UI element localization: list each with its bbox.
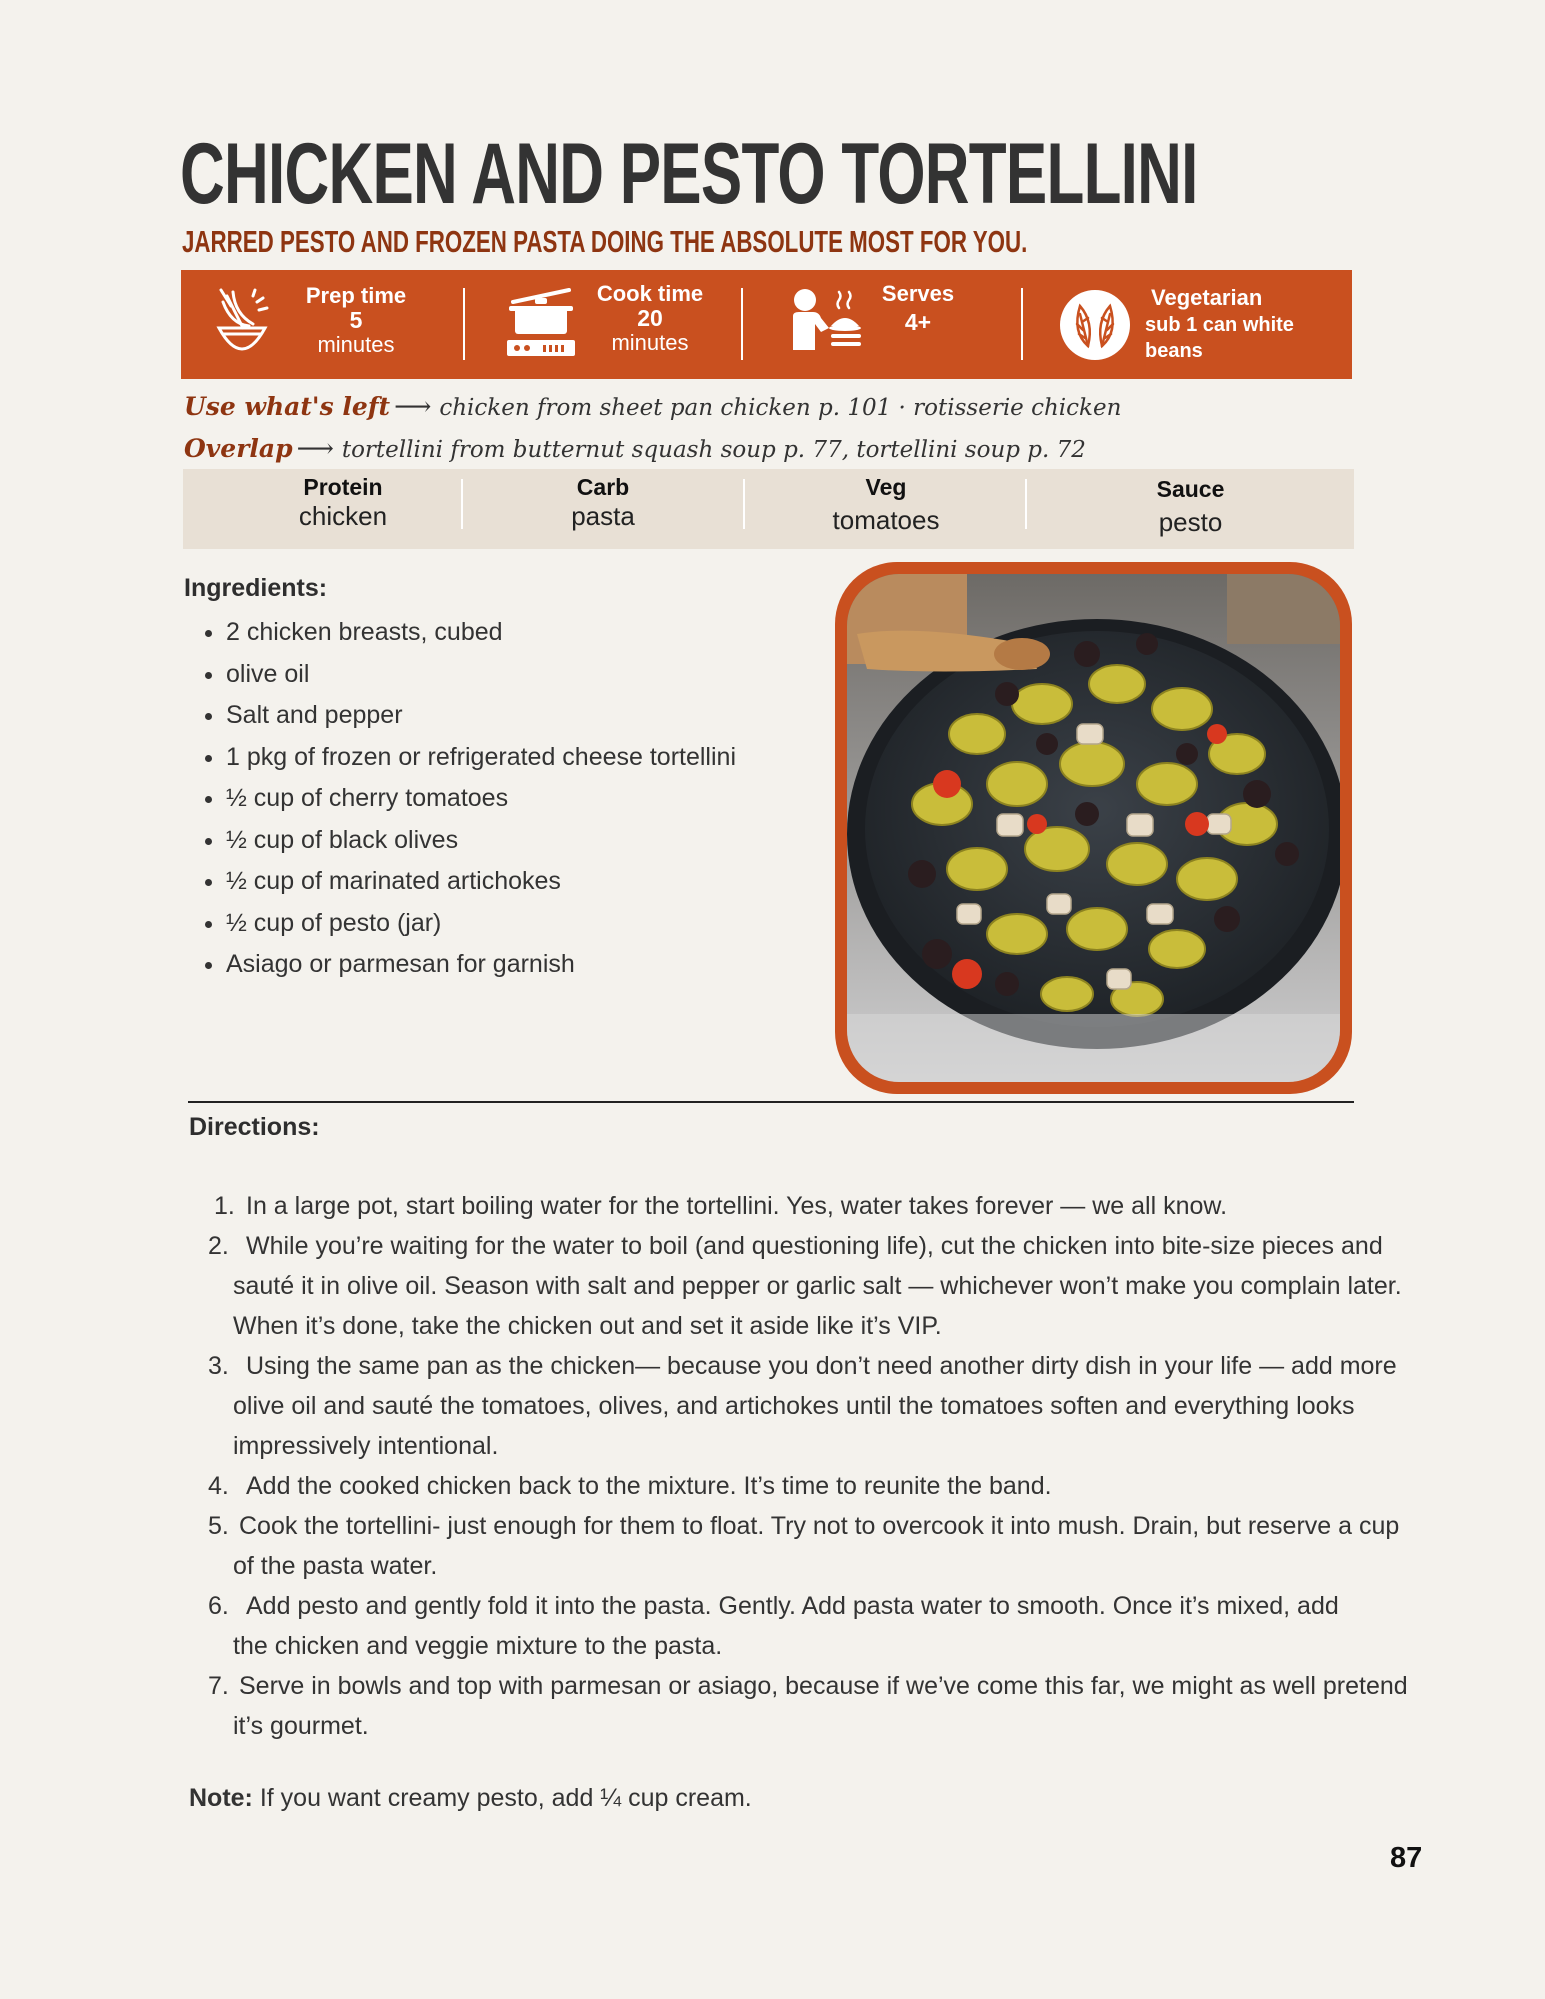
whisk-icon: [213, 284, 271, 364]
recipe-title: CHICKEN AND PESTO TORTELLINI: [180, 126, 1198, 222]
step-number: 5.: [208, 1512, 229, 1540]
dish-photo: [847, 574, 1340, 1082]
ingredient-item: • ½ cup of pesto (jar): [226, 903, 786, 945]
step-text: While you’re waiting for the water to boil (and questioning life), cut the chicken into bite-size pieces and sauté it in olive oil. Season with salt and pepper or garlic salt — whichever won’t make you complain later. When it’s done, take the chicken out and set it aside like it’s VIP.: [233, 1232, 1402, 1340]
ingredient-item: • 2 chicken breasts, cubed: [226, 612, 786, 654]
step-text: Add pesto and gently fold it into the pasta. Gently. Add pasta water to smooth. Once it’s mixed, add the chicken and veggie mixture to the pasta.: [233, 1592, 1339, 1660]
direction-step: [208, 1586, 1378, 1666]
ingredient-item: • olive oil: [226, 654, 786, 696]
direction-step: [208, 1466, 1428, 1506]
section-divider: [188, 1101, 1354, 1103]
step-text: In a large pot, start boiling water for the tortellini. Yes, water takes forever — we all know.: [246, 1192, 1228, 1220]
arrow-right-icon: ⟶: [394, 392, 432, 422]
direction-step: [208, 1666, 1423, 1746]
ingredients-list: [226, 612, 786, 986]
step-text: Using the same pan as the chicken— because you don’t need another dirty dish in your life — add more olive oil and sauté the tomatoes, olives, and artichokes until the tomatoes soften and everything looks impressively intentional.: [233, 1352, 1397, 1460]
macro-value: pesto: [1158, 507, 1223, 537]
macro-value: tomatoes: [832, 505, 940, 535]
person-serving-icon: [791, 288, 867, 352]
direction-step: [208, 1226, 1428, 1346]
serves-value: 4+: [904, 309, 932, 336]
cook-time-unit: minutes: [611, 330, 689, 356]
cook-time-value: 20: [637, 305, 663, 332]
recipe-note: [189, 1784, 752, 1813]
step-text: Add the cooked chicken back to the mixture. It’s time to reunite the band.: [246, 1472, 1052, 1500]
step-number: 4.: [208, 1472, 229, 1500]
leftovers-line: [184, 392, 1121, 422]
macro-label: Veg: [865, 474, 907, 500]
page-number: 87: [1390, 1842, 1423, 1874]
note-text: If you want creamy pesto, add ¼ cup cream.: [259, 1784, 752, 1812]
step-number: 1.: [214, 1192, 235, 1220]
prep-time-cell: [181, 270, 462, 379]
dish-photo-frame: [835, 562, 1352, 1094]
vegetarian-note: sub 1 can white beans: [1145, 314, 1294, 363]
recipe-subtitle: JARRED PESTO AND FROZEN PASTA DOING THE ABSOLUTE MOST FOR YOU.: [182, 224, 1028, 259]
direction-step: [208, 1186, 1438, 1226]
direction-step: [208, 1506, 1418, 1586]
recipe-info-bar: [181, 270, 1352, 379]
cook-time-cell: [465, 270, 740, 379]
step-number: 7.: [208, 1672, 229, 1700]
vegetarian-label: Vegetarian: [1151, 285, 1263, 310]
macro-carb: [463, 469, 743, 549]
step-number: 2.: [208, 1232, 229, 1260]
overlap-lead: Overlap: [184, 434, 293, 463]
ingredient-item: • ½ cup of marinated artichokes: [226, 861, 786, 903]
macro-protein: [183, 469, 503, 549]
ingredient-item: • 1 pkg of frozen or refrigerated cheese tortellini: [226, 737, 736, 779]
ingredient-item: • Asiago or parmesan for garnish: [226, 944, 786, 986]
macro-table: [183, 469, 1354, 549]
serves-cell: [743, 270, 1021, 379]
ingredient-item: • Salt and pepper: [226, 695, 786, 737]
cook-time-label: Cook time: [596, 281, 704, 306]
note-label: Note:: [189, 1784, 253, 1812]
serves-label: Serves: [881, 281, 955, 306]
directions-list: [208, 1186, 1448, 1746]
macro-label: Sauce: [1156, 476, 1225, 502]
step-text: Cook the tortellini- just enough for them to float. Try not to overcook it into mush. Drain, but reserve a cup of the pasta water.: [233, 1512, 1400, 1580]
macro-veg: [745, 469, 1027, 549]
overlap-line: [184, 434, 1086, 464]
macro-sauce: [1027, 469, 1354, 549]
macro-label: Carb: [576, 474, 630, 500]
prep-time-unit: minutes: [317, 332, 395, 358]
leftovers-lead: Use what's left: [184, 392, 391, 421]
vegetarian-cell: [1023, 270, 1352, 379]
macro-label: Protein: [303, 474, 383, 500]
ingredients-title: Ingredients:: [184, 574, 328, 602]
step-number: 6.: [208, 1592, 229, 1620]
arrow-right-icon: ⟶: [296, 434, 334, 464]
directions-title: Directions:: [189, 1113, 320, 1141]
direction-step: [208, 1346, 1433, 1466]
step-number: 3.: [208, 1352, 229, 1380]
macro-value: chicken: [298, 501, 388, 531]
prep-time-value: 5: [349, 307, 363, 334]
prep-time-label: Prep time: [305, 283, 407, 308]
step-text: Serve in bowls and top with parmesan or asiago, because if we’ve come this far, we might as well pretend it’s gourmet.: [233, 1672, 1408, 1740]
ingredient-item: • ½ cup of cherry tomatoes: [226, 778, 786, 820]
overlap-text: tortellini from butternut squash soup p. 77, tortellini soup p. 72: [341, 437, 1086, 463]
ingredient-item: • ½ cup of black olives: [226, 820, 786, 862]
macro-value: pasta: [571, 501, 635, 531]
pot-icon: [505, 286, 577, 360]
leaf-icon: [1058, 288, 1132, 362]
leftovers-text: chicken from sheet pan chicken p. 101 · rotisserie chicken: [439, 395, 1122, 421]
